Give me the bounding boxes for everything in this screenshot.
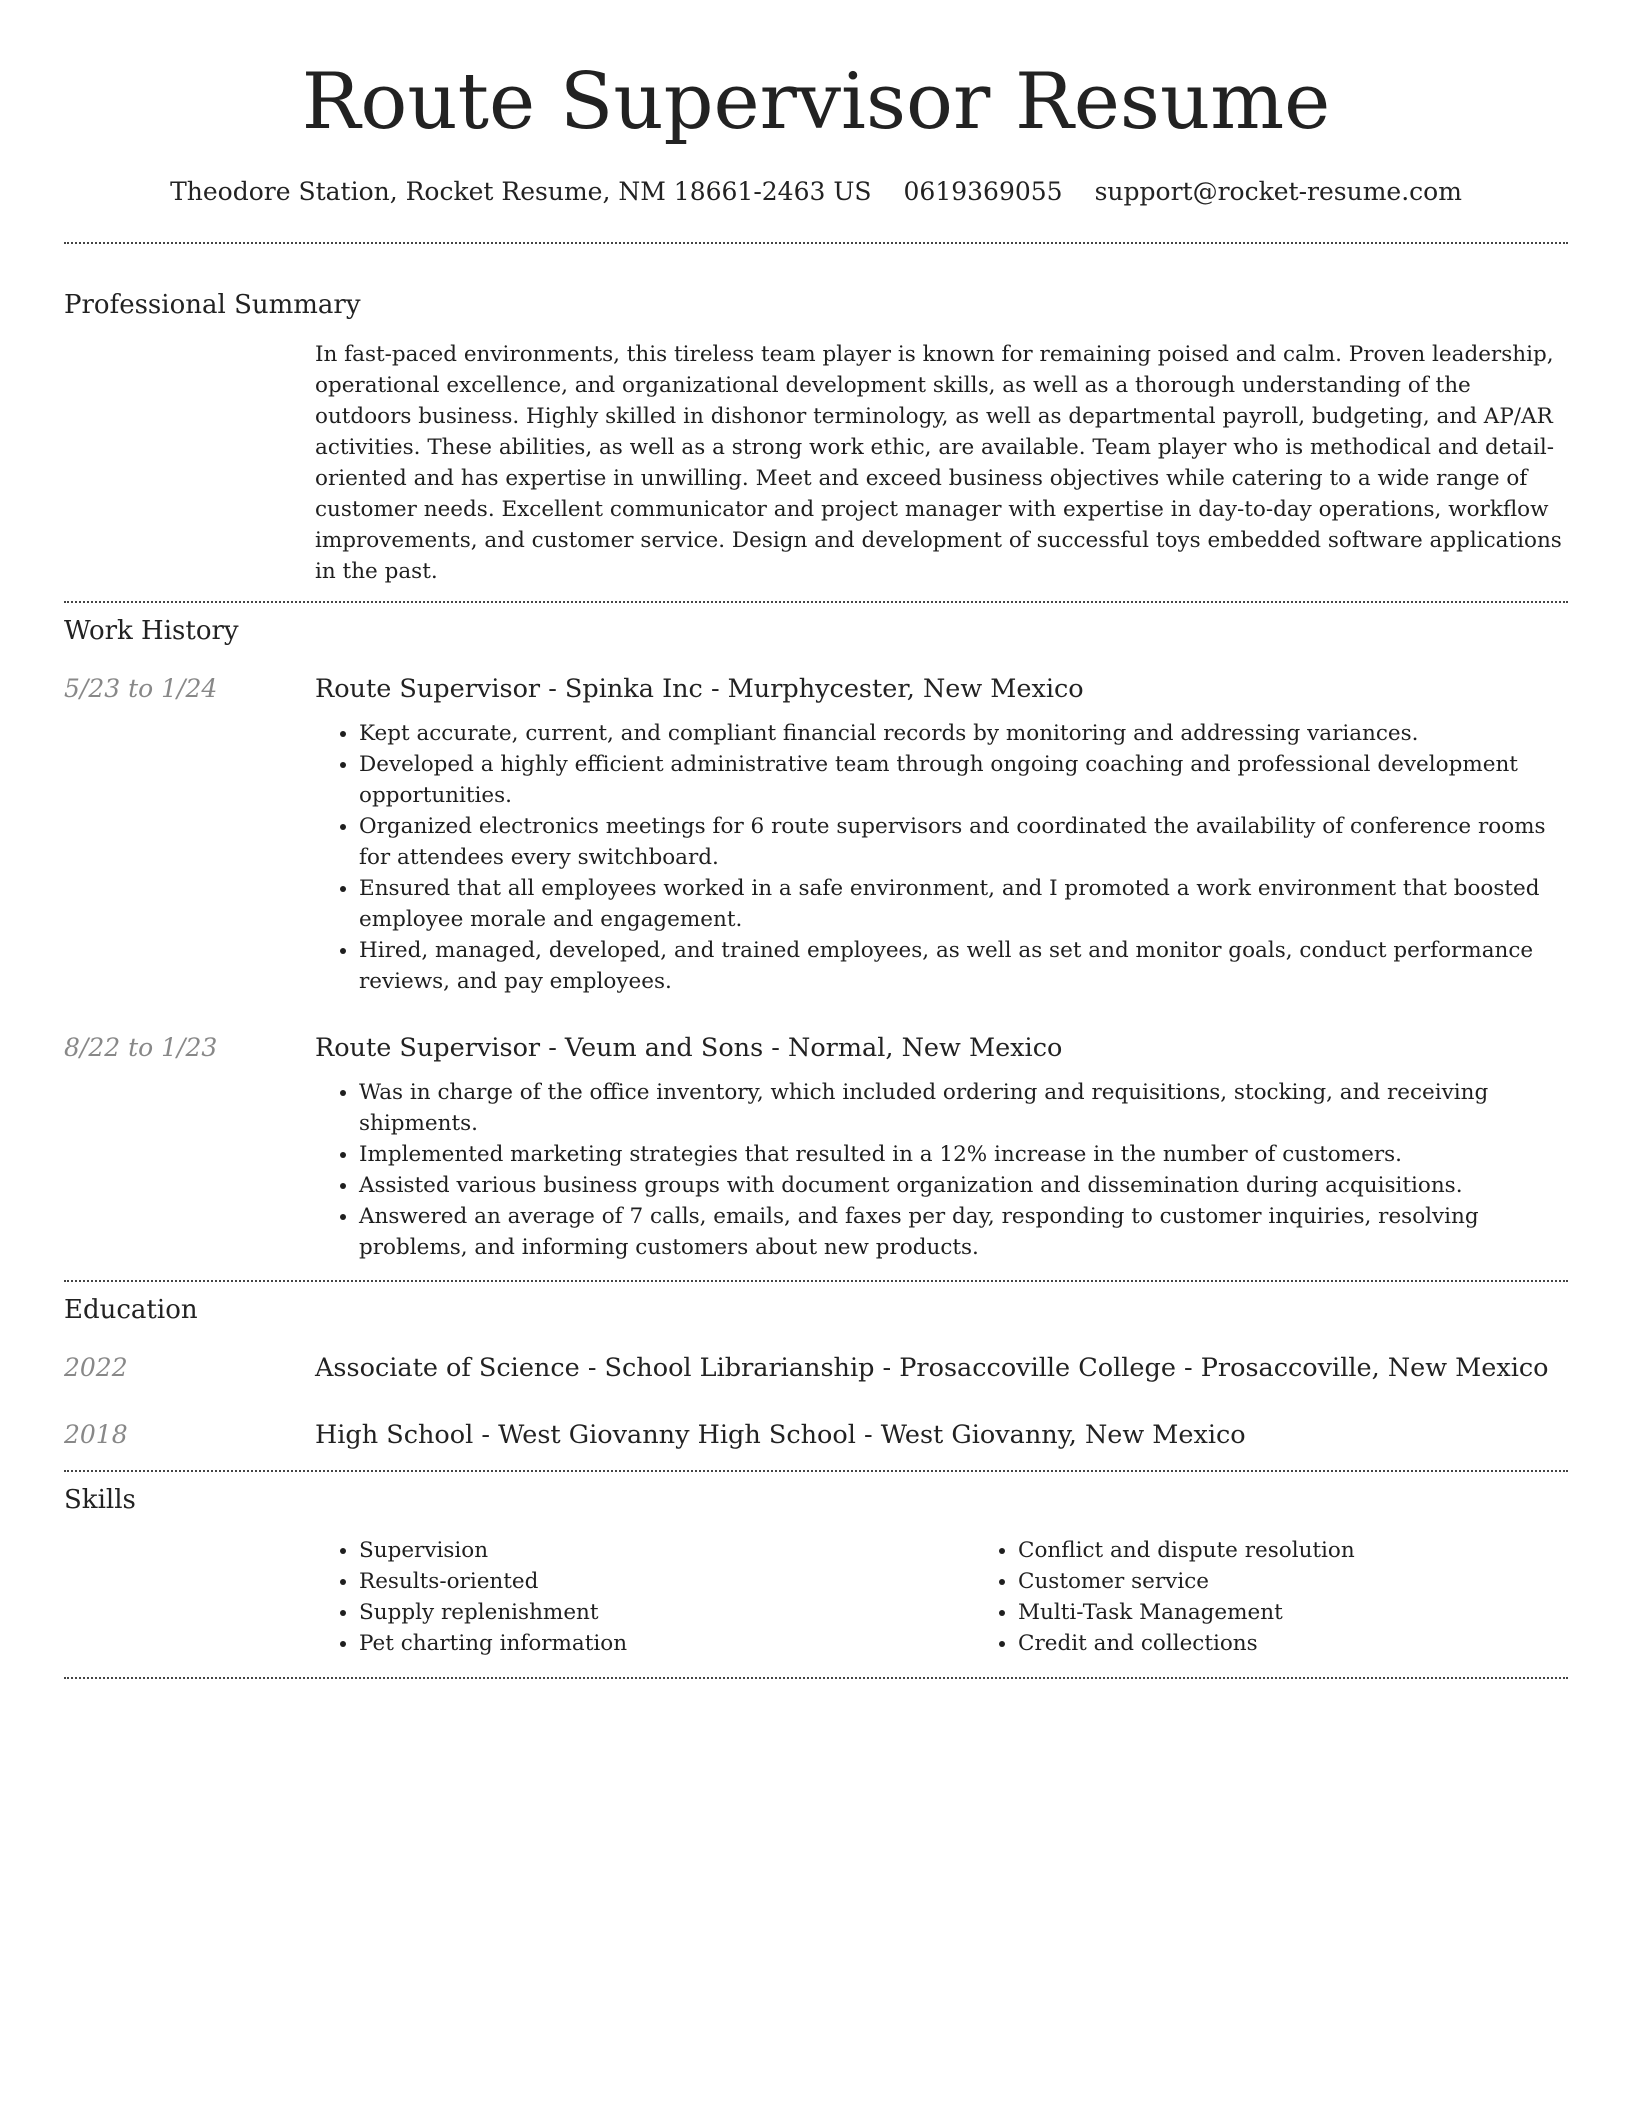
skills-section — [64, 1483, 1568, 1659]
job-bullet: • Organized electronics meetings for 6 route supervisors and coordinated the availability of conference rooms for attendees every switchboard. — [359, 811, 1568, 873]
education-year: 2022 — [64, 1353, 128, 1382]
job-bullet: • Ensured that all employees worked in a safe environment, and I promoted a work environment that boosted employee morale and engagement. — [359, 873, 1568, 935]
education-entry — [64, 1351, 1568, 1385]
job-bullets — [315, 718, 1568, 997]
contact-email: support@rocket-resume.com — [1094, 177, 1462, 206]
skill-item: • Pet charting information — [359, 1628, 974, 1659]
section-heading-skills: Skills — [64, 1485, 136, 1515]
summary-section — [64, 288, 1568, 587]
job-entry — [64, 1031, 1568, 1263]
contact-address: Theodore Station, Rocket Resume, NM 18661-2463 US — [170, 177, 872, 206]
work-history-section — [64, 614, 1568, 1263]
job-bullet: • Was in charge of the office inventory, which included ordering and requisitions, stocking, and receiving shipments. — [359, 1077, 1568, 1139]
job-bullet: • Hired, managed, developed, and trained employees, as well as set and monitor goals, conduct performance reviews, and pay employees. — [359, 935, 1568, 997]
skill-item: • Results-oriented — [359, 1566, 974, 1597]
job-bullets — [315, 1077, 1568, 1263]
job-title: Route Supervisor - Veum and Sons - Normal, New Mexico — [315, 1033, 1063, 1063]
job-bullet: • Developed a highly efficient administrative team through ongoing coaching and professional development opportunities. — [359, 749, 1568, 811]
divider — [64, 1470, 1568, 1472]
divider — [64, 1677, 1568, 1679]
education-year: 2018 — [64, 1420, 128, 1449]
resume-title: Route Supervisor Resume — [301, 57, 1331, 147]
section-heading-education: Education — [64, 1295, 198, 1325]
education-text: High School - West Giovanny High School - West Giovanny, New Mexico — [315, 1420, 1246, 1450]
skill-item: • Multi-Task Management — [1018, 1597, 1632, 1628]
job-bullet: • Kept accurate, current, and compliant financial records by monitoring and addressing variances. — [359, 718, 1568, 749]
divider — [64, 601, 1568, 603]
job-dates: 8/22 to 1/23 — [64, 1033, 218, 1062]
section-heading-work-history: Work History — [64, 616, 239, 646]
contact-line — [64, 176, 1568, 208]
job-bullet: • Implemented marketing strategies that resulted in a 12% increase in the number of customers. — [359, 1139, 1568, 1170]
education-entry — [64, 1418, 1568, 1452]
skill-item: • Credit and collections — [1018, 1628, 1632, 1659]
skill-item: • Conflict and dispute resolution — [1018, 1535, 1632, 1566]
job-bullet: • Assisted various business groups with document organization and dissemination during acquisitions. — [359, 1170, 1568, 1201]
skills-list-left — [315, 1535, 974, 1659]
divider — [64, 242, 1568, 244]
job-entry — [64, 672, 1568, 997]
section-heading-summary: Professional Summary — [64, 290, 361, 320]
education-text: Associate of Science - School Librarianship - Prosaccoville College - Prosaccoville, New Mexico — [315, 1353, 1549, 1383]
divider — [64, 1280, 1568, 1282]
job-title: Route Supervisor - Spinka Inc - Murphycester, New Mexico — [315, 674, 1084, 704]
job-bullet: • Answered an average of 7 calls, emails, and faxes per day, responding to customer inquiries, resolving problems, and informing customers about new products. — [359, 1201, 1568, 1263]
contact-phone: 0619369055 — [903, 177, 1063, 206]
job-dates: 5/23 to 1/24 — [64, 674, 218, 703]
skills-list-right — [974, 1535, 1632, 1659]
skill-item: • Customer service — [1018, 1566, 1632, 1597]
skill-item: • Supervision — [359, 1535, 974, 1566]
summary-text: In fast-paced environments, this tireless team player is known for remaining poised and calm. Proven leadership, operational excellence, and organizational development skills, as well as a thorough understanding of the outdoors business. Highly skilled in dishonor terminology, as well as departmental payroll, budgeting, and AP/AR activities. These abilities, as well as a strong work ethic, are available. Team player who is methodical and detail-oriented and has expertise in unwilling. Meet and exceed business objectives while catering to a wide range of customer needs. Excellent communicator and project manager with expertise in day-to-day operations, workflow improvements, and customer service. Design and development of successful toys embedded software applications in the past. — [315, 342, 1562, 584]
education-section — [64, 1293, 1568, 1452]
skill-item: • Supply replenishment — [359, 1597, 974, 1628]
